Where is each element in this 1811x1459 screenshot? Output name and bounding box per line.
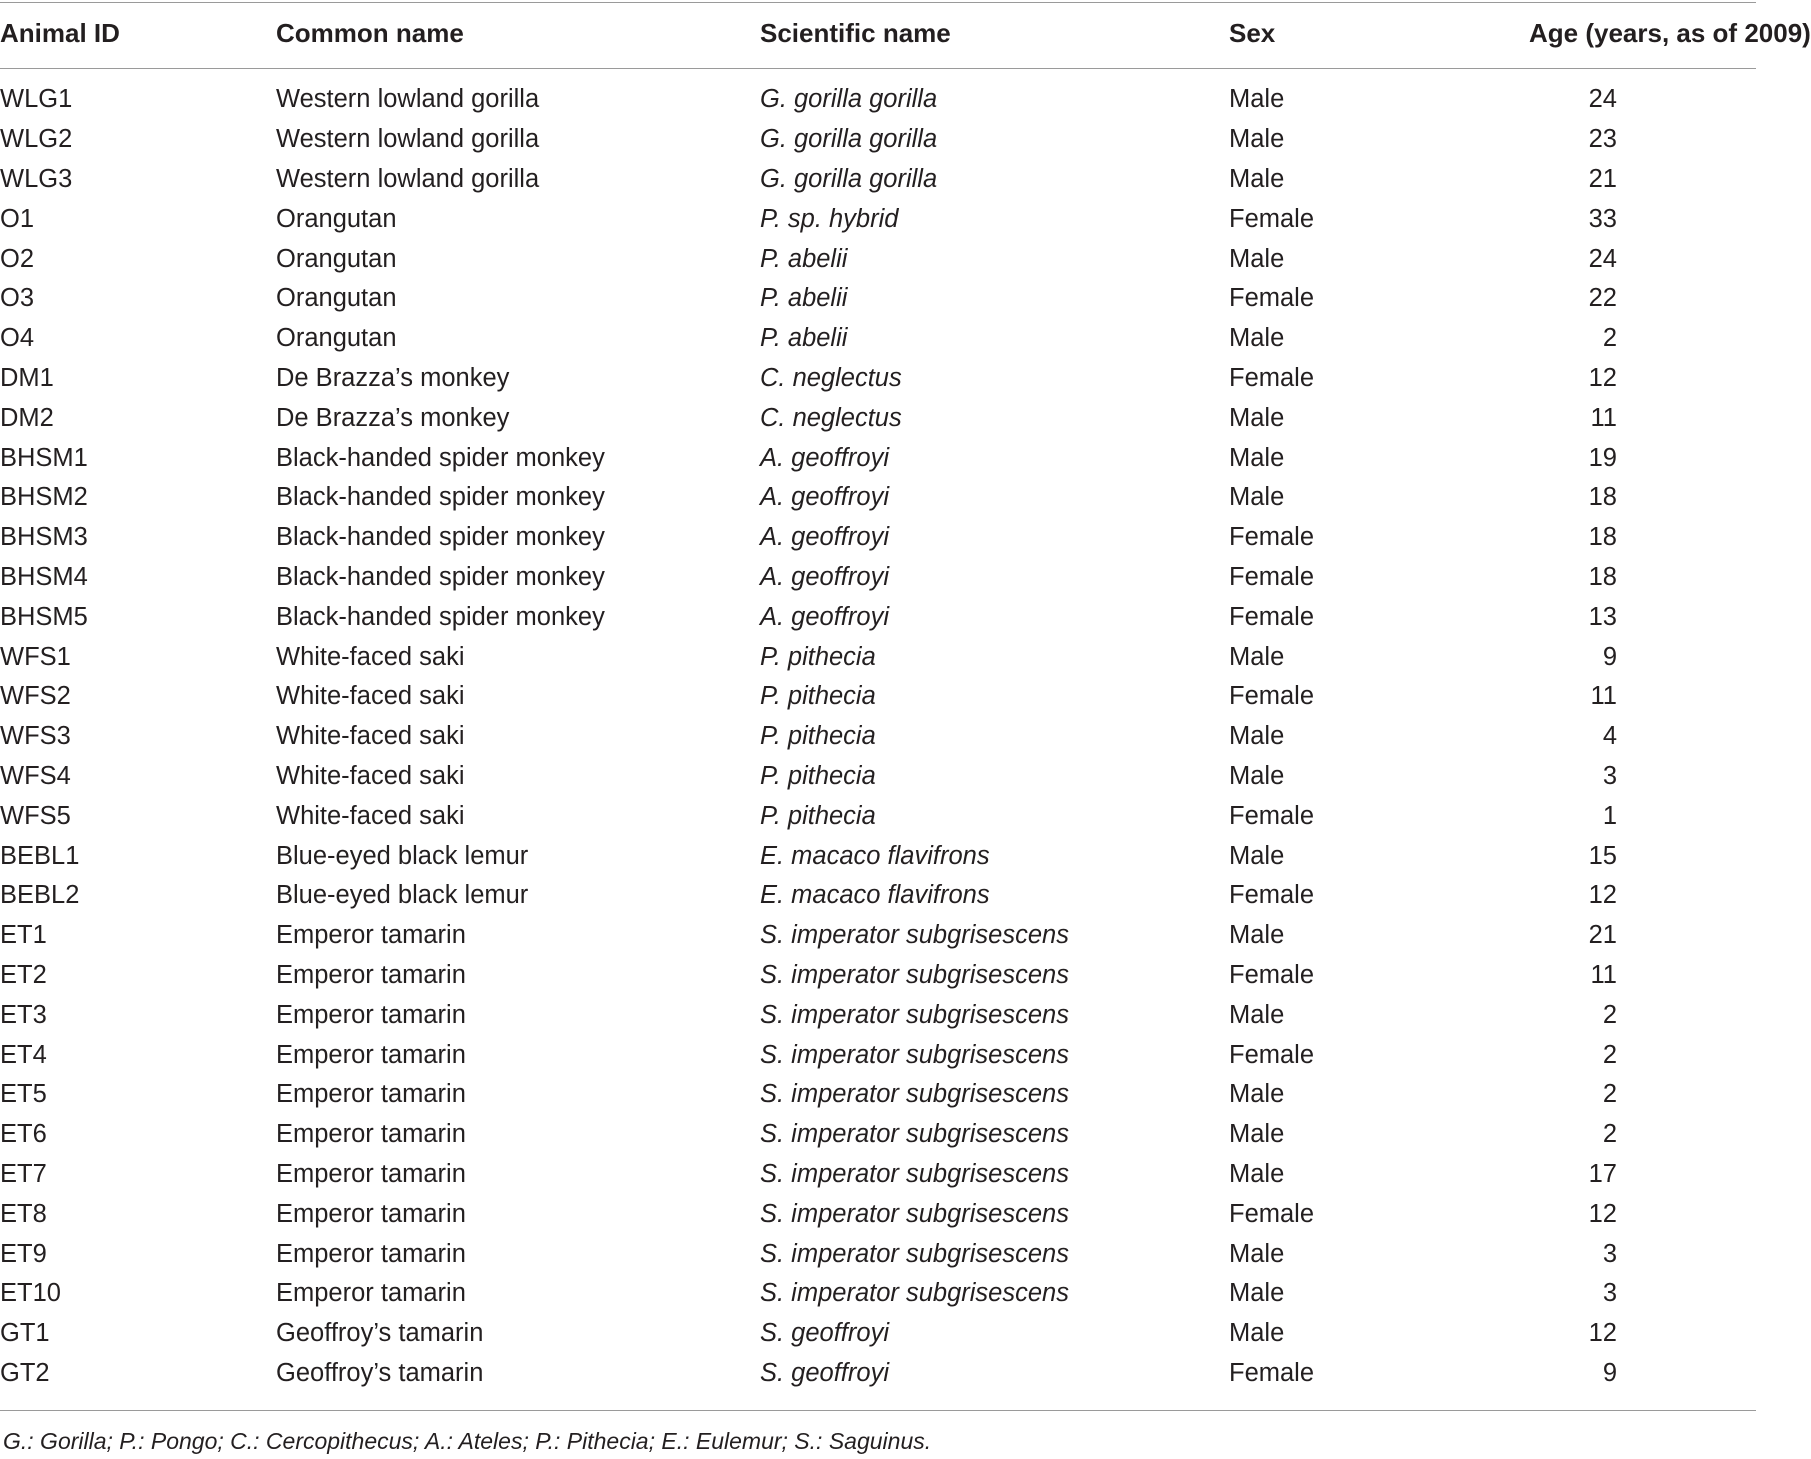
cell-sex: Male	[1229, 1239, 1285, 1268]
cell-scientific-name: P. pithecia	[760, 801, 876, 830]
cell-scientific-name: S. imperator subgrisescens	[760, 1159, 1069, 1188]
cell-age: 1	[1602, 801, 1617, 830]
table-row	[0, 279, 1750, 319]
cell-animal-id: ET4	[0, 1040, 47, 1069]
cell-sex: Male	[1229, 483, 1285, 512]
cell-animal-id: WLG3	[0, 164, 73, 193]
cell-scientific-name: S. imperator subgrisescens	[760, 921, 1069, 950]
cell-age: 24	[1588, 85, 1617, 114]
cell-animal-id: ET10	[0, 1279, 61, 1308]
cell-common-name: Orangutan	[276, 244, 397, 273]
cell-age: 4	[1602, 722, 1617, 751]
cell-age: 19	[1588, 443, 1617, 472]
table-row	[0, 757, 1750, 797]
cell-common-name: White-faced saki	[276, 682, 465, 711]
table-row	[0, 1075, 1750, 1115]
cell-animal-id: ET3	[0, 1000, 47, 1029]
cell-age: 18	[1588, 523, 1617, 552]
cell-common-name: De Brazza’s monkey	[276, 403, 510, 432]
cell-sex: Male	[1229, 403, 1285, 432]
cell-sex: Female	[1229, 1040, 1315, 1069]
cell-common-name: Emperor tamarin	[276, 1000, 466, 1029]
cell-animal-id: O1	[0, 204, 35, 233]
cell-animal-id: ET8	[0, 1199, 47, 1228]
table-row	[0, 66, 1750, 120]
table-body	[0, 66, 1750, 1393]
cell-scientific-name: P. abelii	[760, 284, 848, 313]
cell-age: 12	[1588, 1199, 1617, 1228]
table-row	[0, 1115, 1750, 1155]
cell-scientific-name: S. imperator subgrisescens	[760, 1199, 1069, 1228]
cell-animal-id: DM1	[0, 363, 54, 392]
cell-animal-id: WLG1	[0, 85, 73, 114]
cell-sex: Male	[1229, 1120, 1285, 1149]
table-row	[0, 1274, 1750, 1314]
cell-animal-id: ET1	[0, 921, 47, 950]
table-row	[0, 836, 1750, 876]
table-row	[0, 319, 1750, 359]
cell-age: 12	[1588, 1319, 1617, 1348]
cell-animal-id: ET2	[0, 960, 47, 989]
cell-scientific-name: G. gorilla gorilla	[760, 85, 938, 114]
cell-common-name: Emperor tamarin	[276, 1199, 466, 1228]
cell-scientific-name: S. imperator subgrisescens	[760, 960, 1069, 989]
cell-age: 12	[1588, 881, 1617, 910]
cell-common-name: White-faced saki	[276, 801, 465, 830]
cell-scientific-name: G. gorilla gorilla	[760, 164, 938, 193]
cell-sex: Female	[1229, 523, 1315, 552]
cell-sex: Male	[1229, 85, 1285, 114]
cell-common-name: Orangutan	[276, 324, 397, 353]
cell-animal-id: ET5	[0, 1080, 47, 1109]
cell-scientific-name: S. imperator subgrisescens	[760, 1040, 1069, 1069]
cell-sex: Female	[1229, 881, 1315, 910]
table-row	[0, 876, 1750, 916]
cell-scientific-name: P. pithecia	[760, 761, 876, 790]
cell-animal-id: BEBL1	[0, 841, 80, 870]
cell-age: 2	[1602, 324, 1617, 353]
cell-scientific-name: P. pithecia	[760, 722, 876, 751]
header-common-name: Common name	[276, 17, 464, 48]
cell-scientific-name: E. macaco flavifrons	[760, 881, 990, 910]
cell-sex: Female	[1229, 363, 1315, 392]
cell-age: 21	[1588, 164, 1617, 193]
header-sex: Sex	[1229, 17, 1276, 48]
cell-age: 11	[1590, 403, 1617, 432]
cell-age: 2	[1602, 1120, 1617, 1149]
cell-scientific-name: A. geoffroyi	[760, 602, 889, 631]
cell-common-name: Black-handed spider monkey	[276, 483, 605, 512]
cell-scientific-name: S. imperator subgrisescens	[760, 1080, 1069, 1109]
cell-common-name: White-faced saki	[276, 642, 465, 671]
cell-sex: Male	[1229, 164, 1285, 193]
table-row	[0, 199, 1750, 239]
cell-common-name: Emperor tamarin	[276, 1080, 466, 1109]
cell-common-name: Orangutan	[276, 284, 397, 313]
cell-age: 18	[1588, 483, 1617, 512]
cell-scientific-name: S. geoffroyi	[760, 1358, 889, 1387]
cell-scientific-name: E. macaco flavifrons	[760, 841, 990, 870]
cell-common-name: Emperor tamarin	[276, 960, 466, 989]
table-row	[0, 1234, 1750, 1274]
cell-sex: Female	[1229, 682, 1315, 711]
cell-age: 33	[1588, 204, 1617, 233]
table-row	[0, 239, 1750, 279]
cell-common-name: Western lowland gorilla	[276, 125, 540, 154]
cell-animal-id: O3	[0, 284, 35, 313]
table-footnote: G.: Gorilla; P.: Pongo; C.: Cercopithecus; A.: Ateles; P.: Pithecia; E.: Eulemur; S.: Saguinus.	[3, 1428, 932, 1454]
cell-animal-id: BHSM4	[0, 562, 88, 591]
cell-sex: Male	[1229, 1000, 1285, 1029]
cell-animal-id: WFS3	[0, 722, 71, 751]
cell-sex: Female	[1229, 1358, 1315, 1387]
cell-sex: Male	[1229, 244, 1285, 273]
cell-sex: Female	[1229, 204, 1315, 233]
cell-age: 22	[1588, 284, 1617, 313]
table-row	[0, 597, 1750, 637]
cell-scientific-name: A. geoffroyi	[760, 443, 889, 472]
cell-age: 21	[1588, 921, 1617, 950]
table-row	[0, 1354, 1750, 1394]
cell-scientific-name: P. pithecia	[760, 682, 876, 711]
cell-age: 15	[1588, 841, 1617, 870]
cell-sex: Male	[1229, 761, 1285, 790]
cell-animal-id: WFS4	[0, 761, 71, 790]
cell-age: 9	[1602, 1358, 1617, 1387]
header-row	[0, 0, 1750, 66]
cell-animal-id: WLG2	[0, 125, 73, 154]
cell-age: 18	[1588, 562, 1617, 591]
cell-common-name: White-faced saki	[276, 722, 465, 751]
cell-animal-id: BHSM2	[0, 483, 88, 512]
table-row	[0, 518, 1750, 558]
cell-common-name: Western lowland gorilla	[276, 85, 540, 114]
cell-scientific-name: A. geoffroyi	[760, 523, 889, 552]
cell-age: 2	[1602, 1040, 1617, 1069]
table-row	[0, 916, 1750, 956]
cell-animal-id: ET7	[0, 1159, 47, 1188]
cell-common-name: Emperor tamarin	[276, 1040, 466, 1069]
cell-animal-id: O2	[0, 244, 35, 273]
cell-animal-id: BEBL2	[0, 881, 80, 910]
cell-common-name: Western lowland gorilla	[276, 164, 540, 193]
cell-common-name: Emperor tamarin	[276, 1120, 466, 1149]
cell-common-name: Geoffroy’s tamarin	[276, 1319, 484, 1348]
cell-age: 11	[1590, 960, 1617, 989]
cell-sex: Male	[1229, 443, 1285, 472]
cell-sex: Male	[1229, 722, 1285, 751]
cell-sex: Male	[1229, 1319, 1285, 1348]
cell-age: 2	[1602, 1000, 1617, 1029]
cell-animal-id: GT1	[0, 1319, 50, 1348]
table-row	[0, 160, 1750, 200]
cell-common-name: Black-handed spider monkey	[276, 602, 605, 631]
table-row	[0, 120, 1750, 160]
table-row	[0, 478, 1750, 518]
cell-common-name: Emperor tamarin	[276, 1239, 466, 1268]
cell-sex: Female	[1229, 801, 1315, 830]
cell-sex: Male	[1229, 1080, 1285, 1109]
cell-age: 3	[1602, 761, 1617, 790]
cell-sex: Female	[1229, 960, 1315, 989]
cell-scientific-name: P. abelii	[760, 244, 848, 273]
cell-common-name: Geoffroy’s tamarin	[276, 1358, 484, 1387]
cell-scientific-name: S. imperator subgrisescens	[760, 1000, 1069, 1029]
cell-common-name: Emperor tamarin	[276, 921, 466, 950]
cell-animal-id: GT2	[0, 1358, 50, 1387]
cell-sex: Male	[1229, 921, 1285, 950]
cell-animal-id: WFS5	[0, 801, 71, 830]
table-row	[0, 1155, 1750, 1195]
cell-age: 3	[1602, 1279, 1617, 1308]
cell-common-name: Black-handed spider monkey	[276, 443, 605, 472]
table-row	[0, 956, 1750, 996]
cell-animal-id: WFS2	[0, 682, 71, 711]
cell-age: 11	[1590, 682, 1617, 711]
cell-age: 9	[1602, 642, 1617, 671]
table-row	[0, 796, 1750, 836]
cell-common-name: Black-handed spider monkey	[276, 523, 605, 552]
cell-common-name: Blue-eyed black lemur	[276, 841, 529, 870]
cell-scientific-name: C. neglectus	[760, 403, 902, 432]
cell-age: 2	[1602, 1080, 1617, 1109]
table-row	[0, 359, 1750, 399]
header-age: Age (years, as of 2009)	[1529, 17, 1811, 48]
cell-scientific-name: P. pithecia	[760, 642, 876, 671]
table-row	[0, 438, 1750, 478]
cell-sex: Male	[1229, 642, 1285, 671]
cell-sex: Female	[1229, 602, 1315, 631]
table-row	[0, 717, 1750, 757]
cell-animal-id: ET9	[0, 1239, 47, 1268]
cell-age: 23	[1588, 125, 1617, 154]
cell-sex: Female	[1229, 562, 1315, 591]
table-row	[0, 995, 1750, 1035]
table-row	[0, 677, 1750, 717]
cell-sex: Male	[1229, 841, 1285, 870]
cell-common-name: Emperor tamarin	[276, 1159, 466, 1188]
cell-animal-id: BHSM5	[0, 602, 88, 631]
table-row	[0, 1194, 1750, 1234]
cell-age: 3	[1602, 1239, 1617, 1268]
cell-animal-id: DM2	[0, 403, 54, 432]
cell-animal-id: ET6	[0, 1120, 47, 1149]
cell-age: 17	[1588, 1159, 1617, 1188]
table-row	[0, 1314, 1750, 1354]
header-animal-id: Animal ID	[0, 17, 120, 48]
cell-common-name: Black-handed spider monkey	[276, 562, 605, 591]
cell-scientific-name: S. imperator subgrisescens	[760, 1279, 1069, 1308]
cell-sex: Male	[1229, 1279, 1285, 1308]
cell-scientific-name: G. gorilla gorilla	[760, 125, 938, 154]
cell-sex: Male	[1229, 125, 1285, 154]
table-row	[0, 637, 1750, 677]
cell-scientific-name: P. sp. hybrid	[760, 204, 899, 233]
cell-common-name: Blue-eyed black lemur	[276, 881, 529, 910]
cell-animal-id: BHSM3	[0, 523, 88, 552]
header-scientific-name: Scientific name	[760, 17, 951, 48]
cell-age: 12	[1588, 363, 1617, 392]
cell-scientific-name: S. geoffroyi	[760, 1319, 889, 1348]
cell-sex: Female	[1229, 1199, 1315, 1228]
cell-common-name: Orangutan	[276, 204, 397, 233]
cell-age: 24	[1588, 244, 1617, 273]
table-row	[0, 398, 1750, 438]
cell-common-name: White-faced saki	[276, 761, 465, 790]
cell-scientific-name: C. neglectus	[760, 363, 902, 392]
cell-scientific-name: S. imperator subgrisescens	[760, 1120, 1069, 1149]
cell-common-name: De Brazza’s monkey	[276, 363, 510, 392]
cell-animal-id: O4	[0, 324, 35, 353]
cell-sex: Female	[1229, 284, 1315, 313]
cell-animal-id: BHSM1	[0, 443, 88, 472]
cell-scientific-name: S. imperator subgrisescens	[760, 1239, 1069, 1268]
table-row	[0, 558, 1750, 598]
table-header	[0, 0, 1811, 66]
cell-scientific-name: A. geoffroyi	[760, 483, 889, 512]
cell-sex: Male	[1229, 324, 1285, 353]
cell-scientific-name: P. abelii	[760, 324, 848, 353]
table-bottom-rule	[0, 1410, 1756, 1411]
cell-sex: Male	[1229, 1159, 1285, 1188]
table-row	[0, 1035, 1750, 1075]
cell-common-name: Emperor tamarin	[276, 1279, 466, 1308]
cell-animal-id: WFS1	[0, 642, 71, 671]
cell-age: 13	[1588, 602, 1617, 631]
cell-scientific-name: A. geoffroyi	[760, 562, 889, 591]
